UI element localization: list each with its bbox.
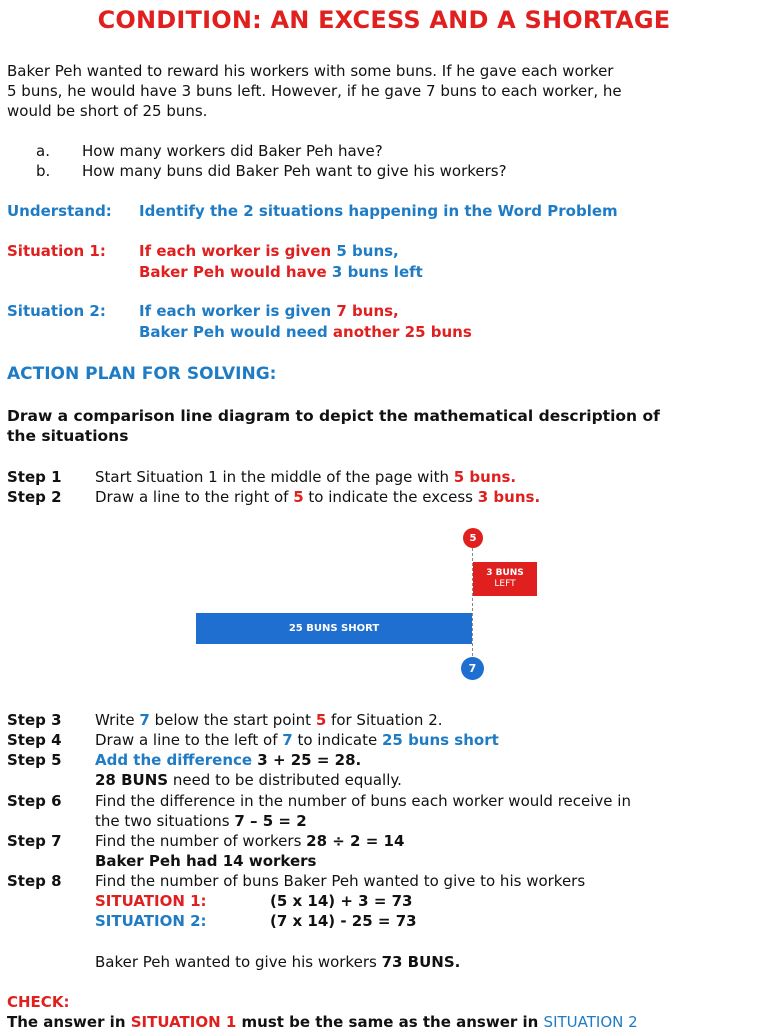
step-3-text: Write 7 below the start point 5 for Situation 2.	[95, 711, 443, 729]
step-2-label: Step 2	[7, 488, 62, 506]
problem-line-1: Baker Peh wanted to reward his workers with some buns. If he gave each worker	[7, 62, 614, 80]
step-2-text: Draw a line to the right of 5 to indicate the excess 3 buns.	[95, 488, 541, 506]
step-5-label: Step 5	[7, 751, 62, 769]
start-point-7-circle: 7	[461, 657, 484, 680]
step-1-text: Start Situation 1 in the middle of the page with 5 buns.	[95, 468, 517, 486]
situation-2-line-2: Baker Peh would need another 25 buns	[139, 323, 472, 341]
problem-line-3: would be short of 25 buns.	[7, 102, 208, 120]
step-7-label: Step 7	[7, 832, 62, 850]
step-5-text: Add the difference 3 + 25 = 28.	[95, 751, 362, 769]
step-4-text: Draw a line to the left of 7 to indicate 25 buns short	[95, 731, 499, 749]
step-8-situation-2-equation: (7 x 14) - 25 = 73	[270, 912, 417, 930]
situation-2-line-1: If each worker is given 7 buns,	[139, 302, 399, 320]
question-a-text: How many workers did Baker Peh have?	[82, 142, 383, 160]
situation-1-label: Situation 1:	[7, 242, 106, 260]
excess-box-line-1: 3 BUNS	[486, 568, 524, 578]
draw-instruction-line-1: Draw a comparison line diagram to depict the mathematical description of	[7, 407, 660, 425]
question-b-text: How many buns did Baker Peh want to give his workers?	[82, 162, 507, 180]
step-7-result: Baker Peh had 14 workers	[95, 852, 317, 870]
problem-line-2: 5 buns, he would have 3 buns left. However, if he gave 7 buns to each worker, he	[7, 82, 622, 100]
question-a-letter: a.	[36, 142, 50, 160]
step-4-label: Step 4	[7, 731, 62, 749]
check-text: The answer in SITUATION 1 must be the same as the answer in SITUATION 2	[7, 1013, 638, 1031]
step-6-line-1: Find the difference in the number of buns each worker would receive in	[95, 792, 631, 810]
situation-1-line-2: Baker Peh would have 3 buns left	[139, 263, 423, 281]
step-8-situation-1-label: SITUATION 1:	[95, 892, 207, 910]
excess-3-buns-box	[473, 562, 537, 596]
action-plan-heading: ACTION PLAN FOR SOLVING:	[7, 364, 277, 384]
start-point-5-circle: 5	[463, 528, 483, 548]
situation-2-label: Situation 2:	[7, 302, 106, 320]
final-answer: Baker Peh wanted to give his workers 73 BUNS.	[95, 953, 461, 971]
understand-text: Identify the 2 situations happening in the Word Problem	[139, 202, 618, 220]
step-8-situation-1-equation: (5 x 14) + 3 = 73	[270, 892, 413, 910]
step-3-label: Step 3	[7, 711, 62, 729]
shortage-25-buns-bar: 25 BUNS SHORT	[196, 613, 472, 644]
understand-label: Understand:	[7, 202, 112, 220]
step-7-text: Find the number of workers 28 ÷ 2 = 14	[95, 832, 405, 850]
step-8-label: Step 8	[7, 872, 62, 890]
check-label: CHECK:	[7, 993, 70, 1011]
step-6-line-2: the two situations 7 – 5 = 2	[95, 812, 307, 830]
question-b-letter: b.	[36, 162, 51, 180]
excess-box-line-2: LEFT	[494, 579, 516, 589]
step-6-label: Step 6	[7, 792, 62, 810]
step-5-line-2: 28 BUNS need to be distributed equally.	[95, 771, 402, 789]
step-1-label: Step 1	[7, 468, 62, 486]
step-8-situation-2-label: SITUATION 2:	[95, 912, 207, 930]
page-title: CONDITION: AN EXCESS AND A SHORTAGE	[97, 6, 671, 34]
step-8-text: Find the number of buns Baker Peh wanted to give to his workers	[95, 872, 586, 890]
draw-instruction-line-2: the situations	[7, 427, 129, 445]
situation-1-line-1: If each worker is given 5 buns,	[139, 242, 399, 260]
